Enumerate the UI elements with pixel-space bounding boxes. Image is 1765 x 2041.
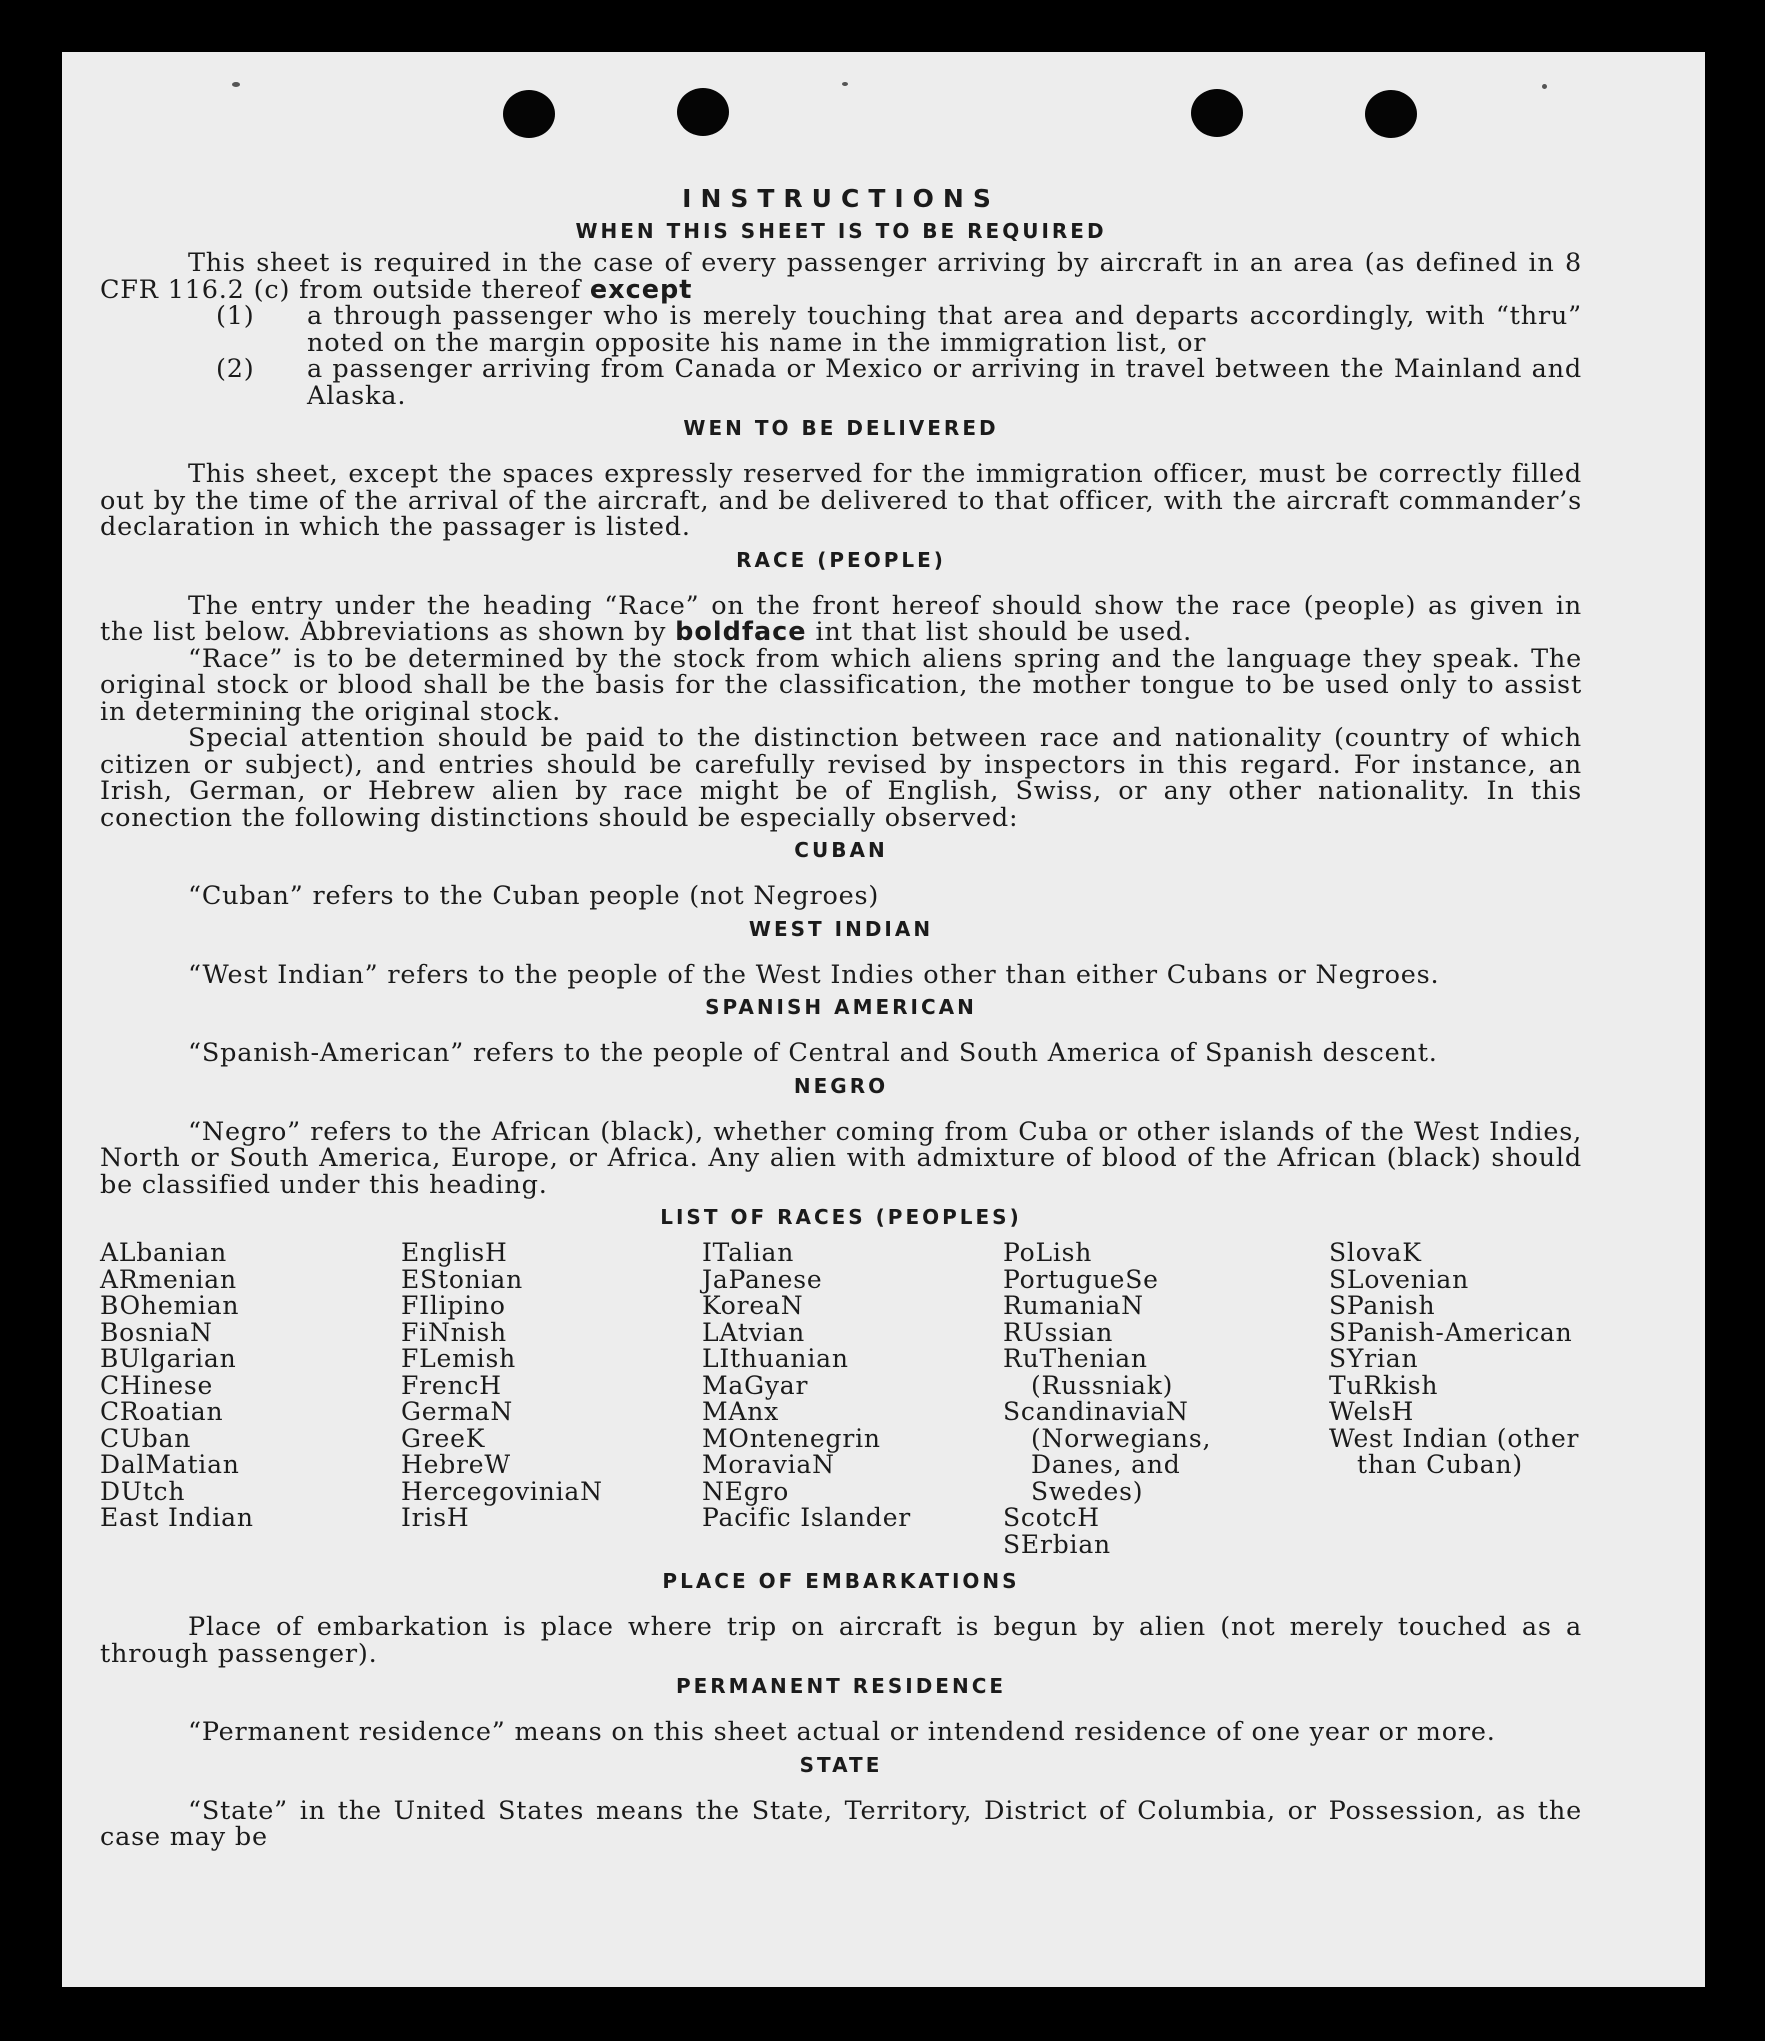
race-entry: West Indian (other than Cuban) xyxy=(1329,1423,1580,1479)
race-entry: FrencH xyxy=(401,1370,502,1400)
race-column-4 xyxy=(1003,1240,1329,1558)
race-entry: ScandinaviaN (Norwegians, Danes, and Swedes) xyxy=(1003,1397,1212,1506)
section-title-embarkation: PLACE OF EMBARKATIONS xyxy=(662,1569,1020,1593)
race-entry: GermaN xyxy=(401,1397,514,1426)
race-entry: BOhemian xyxy=(100,1291,240,1320)
section-title-required: WHEN THIS SHEET IS TO BE REQUIRED xyxy=(575,219,1107,243)
race-entry: LIthuanian xyxy=(702,1344,849,1373)
race-entry: Pacific Islander xyxy=(702,1503,912,1532)
section-title-state: STATE xyxy=(799,1752,883,1777)
race-entry: CUban xyxy=(100,1423,192,1453)
race-entry: EStonian xyxy=(401,1264,523,1294)
race-column-1 xyxy=(100,1240,401,1558)
delivered-text: This sheet, except the spaces expressly reserved for the immigration officer, must be correctly filled out by the time of the arrival of the aircraft, and be delivered to that officer, with the aircraft commander’s declaration in which the passager is listed. xyxy=(100,459,1582,542)
residence-text: “Permanent residence” means on this sheet actual or intendend residence of one year or more. xyxy=(188,1717,1496,1747)
race-entry: ALbanian xyxy=(100,1238,228,1267)
race-entry: JaPanese xyxy=(702,1264,823,1294)
cuban-text: “Cuban” refers to the Cuban people (not Negroes) xyxy=(188,881,880,911)
race-entry: SYrian xyxy=(1329,1344,1419,1373)
race-paragraph-3: Special attention should be paid to the distinction between race and nationality (country of which citizen or subject), and entries should be carefully revised by inspectors in this regard. For instance, an Irish, German, or Hebrew alien by race might be of English, Swiss, or any other nationality. In this conection the following distinctions should be especially observed: xyxy=(100,723,1582,833)
race-entry: LAtvian xyxy=(702,1317,805,1347)
item-text: a through passenger who is merely touching that area and departs accordingly, with “thru” noted on the margin opposite his name in the immigration list, or xyxy=(307,301,1582,358)
section-title-race: RACE (PEOPLE) xyxy=(736,547,946,572)
speck xyxy=(232,82,240,87)
except-word: except xyxy=(589,274,693,305)
race-paragraph-2: “Race” is to be determined by the stock from which aliens spring and the language they speak. The original stock or blood shall be the basis for the classification, the mother tongue to be used only to assist in determining the original stock. xyxy=(100,643,1582,727)
punch-hole xyxy=(1365,90,1417,138)
race-entry: RuThenian (Russniak) xyxy=(1003,1344,1174,1400)
section-title-delivered: WEN TO BE DELIVERED xyxy=(683,416,999,440)
section-title-negro: NEGRO xyxy=(793,1073,889,1098)
section-title-residence: PERMANENT RESIDENCE xyxy=(675,1674,1007,1698)
race-entry: HebreW xyxy=(401,1450,511,1479)
race-entry: FiNnish xyxy=(401,1317,507,1347)
race-entry: BUlgarian xyxy=(100,1344,237,1373)
race-entry: KoreaN xyxy=(702,1291,804,1320)
section-title-cuban: CUBAN xyxy=(794,838,888,862)
punch-hole xyxy=(503,90,555,138)
race-entry: PortugueSe xyxy=(1003,1264,1159,1294)
page-title: INSTRUCTIONS xyxy=(682,184,1000,213)
race-entry: SLovenian xyxy=(1329,1264,1470,1294)
required-intro-text: This sheet is required in the case of every passenger arriving by aircraft in an area (as defined in 8 CFR 116.2 (c) from outside thereof xyxy=(100,248,1582,305)
race-column-3 xyxy=(702,1240,1003,1558)
race-entry: SPanish-American xyxy=(1329,1317,1573,1347)
race-entry: SPanish xyxy=(1329,1291,1436,1320)
race-entry: CRoatian xyxy=(100,1397,224,1426)
embarkation-text: Place of embarkation is place where trip on aircraft is begun by alien (not merely touched as a through passenger). xyxy=(100,1612,1582,1669)
required-intro xyxy=(100,250,1582,303)
state-text: “State” in the United States means the State, Territory, District of Columbia, or Possession, as the case may be xyxy=(100,1795,1582,1852)
speck xyxy=(1542,84,1547,89)
race-entry: CHinese xyxy=(100,1370,214,1400)
item-number: (2) xyxy=(216,354,255,384)
race-entry: MOntenegrin xyxy=(702,1423,881,1453)
section-title-spanish-american: SPANISH AMERICAN xyxy=(705,995,977,1019)
race-entry: MoraviaN xyxy=(702,1450,835,1479)
negro-text: “Negro” refers to the African (black), whether coming from Cuba or other islands of the West Indies, North or South America, Europe, or Africa. Any alien with admixture of blood of the African (black) should be classified under this heading. xyxy=(100,1116,1582,1200)
race-entry: ScotcH xyxy=(1003,1503,1100,1532)
race-entry: FIlipino xyxy=(401,1291,506,1320)
race-paragraph-1 xyxy=(100,590,1582,647)
race-entry: MAnx xyxy=(702,1397,780,1426)
exception-item-2 xyxy=(100,356,1582,409)
document-page xyxy=(62,52,1705,1987)
punch-hole xyxy=(1191,89,1243,137)
race-entry: East Indian xyxy=(100,1503,254,1532)
race-list xyxy=(100,1240,1582,1558)
race-entry: TuRkish xyxy=(1329,1370,1439,1400)
race-column-2 xyxy=(401,1240,702,1558)
race-entry: SErbian xyxy=(1003,1529,1111,1559)
race-entry: RumaniaN xyxy=(1003,1291,1144,1320)
race-entry: DalMatian xyxy=(100,1450,240,1479)
race-entry: MaGyar xyxy=(702,1370,809,1400)
boldface-word: boldface xyxy=(675,617,807,647)
race-entry: FLemish xyxy=(401,1344,516,1373)
race-entry: HercegoviniaN xyxy=(401,1476,603,1506)
race-entry: EnglisH xyxy=(401,1238,508,1267)
item-text: a passenger arriving from Canada or Mexico or arriving in travel between the Mainland and Alaska. xyxy=(307,354,1582,411)
instructions-body xyxy=(100,180,1582,1851)
race-entry: NEgro xyxy=(702,1476,790,1506)
punch-hole xyxy=(677,88,729,136)
section-title-west-indian: WEST INDIAN xyxy=(748,916,934,941)
item-number: (1) xyxy=(216,301,255,331)
race-p1a: The entry under the heading “Race” on the front hereof should show the race (people) as given in the list below. Abbreviations as shown by xyxy=(100,590,1582,647)
race-entry: RUssian xyxy=(1003,1317,1114,1347)
race-entry: PoLish xyxy=(1003,1238,1093,1267)
race-entry: ARmenian xyxy=(100,1264,237,1294)
race-p1b: int that list should be used. xyxy=(815,617,1192,647)
race-entry: IrisH xyxy=(401,1503,470,1532)
race-entry: GreeK xyxy=(401,1423,486,1453)
spanish-american-text: “Spanish-American” refers to the people of Central and South America of Spanish descent. xyxy=(188,1038,1438,1068)
race-entry: BosniaN xyxy=(100,1317,213,1347)
speck xyxy=(842,82,848,86)
exception-item-1 xyxy=(100,303,1582,356)
race-column-5 xyxy=(1329,1240,1582,1558)
race-entry: SlovaK xyxy=(1329,1238,1422,1267)
race-entry: WelsH xyxy=(1329,1397,1415,1426)
race-entry: DUtch xyxy=(100,1476,186,1506)
west-indian-text: “West Indian” refers to the people of the West Indies other than either Cubans or Negroes. xyxy=(188,959,1440,990)
race-entry: ITalian xyxy=(702,1238,795,1267)
section-title-list: LIST OF RACES (PEOPLES) xyxy=(660,1205,1022,1229)
